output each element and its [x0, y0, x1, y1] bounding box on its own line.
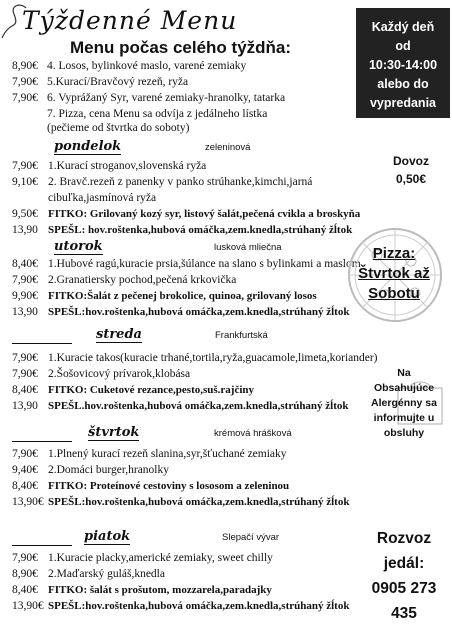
- menu-item-price: 7,90€: [12, 352, 38, 364]
- opening-hours-text: [356, 18, 450, 113]
- menu-item-text: 2.Maďarský guláš,knedla: [48, 568, 165, 580]
- menu-item-price: 7,90€: [12, 368, 38, 380]
- day-soup: zeleninová: [205, 142, 251, 153]
- menu-item-price: 7,90€: [12, 160, 38, 172]
- page-subtitle: Menu počas celého týždňa:: [70, 38, 292, 57]
- allergen-line-4: informujte u: [373, 412, 435, 424]
- delivery-line-2: jedál:: [383, 555, 425, 572]
- menu-item-price: 8,40€: [12, 258, 38, 270]
- menu-item-text: SPEŠL.hov.roštenka,hubová omáčka,zem.knedla,strúhaný žĺtok: [48, 400, 349, 412]
- hours-line-2: od: [395, 39, 411, 53]
- menu-item-text: FITKO: šalát s prošutom, mozzarela,paradajky: [48, 584, 272, 596]
- menu-item-text: SPEŠL:hov.roštenka,hubová omáčka,zem.knedla,strúhaný žĺtok: [48, 496, 350, 508]
- day-heading-1: utorok: [54, 239, 103, 254]
- allergen-line-3: Alergénny sa: [371, 397, 437, 409]
- menu-item-text: SPEŠL:hov.roštenka,hubová omáčka,zem.knedla,strúhaný žĺtok: [48, 600, 350, 612]
- menu-item-price: 13,90: [12, 400, 38, 412]
- menu-item-price: 13,90€: [12, 600, 44, 612]
- pizza-days-line-2: Sobotu: [368, 285, 420, 302]
- section-divider: [12, 545, 72, 546]
- menu-item-text: cibuľka,jasmínová ryža: [48, 192, 157, 204]
- delivery-fee-note: [378, 152, 444, 188]
- day-heading-2: streda: [96, 327, 142, 342]
- page-title: Týždenné Menu: [22, 6, 238, 35]
- menu-item-price: 13,90: [12, 306, 38, 318]
- section-divider: [12, 343, 72, 344]
- weekly-item-price: 7,90€: [12, 92, 38, 104]
- day-soup: lusková mliečna: [214, 242, 282, 253]
- delivery-phone-1: 0905 273: [371, 580, 437, 597]
- dovoz-price: 0,50€: [395, 172, 427, 186]
- menu-item-text: 1.Kuracie placky,americké zemiaky, sweet chilly: [48, 552, 273, 564]
- menu-item-price: 9,90€: [12, 290, 38, 302]
- day-soup: Slepačí vývar: [222, 532, 280, 543]
- menu-item-text: 2.Domáci burger,hranolky: [48, 464, 170, 476]
- day-soup: Frankfurtská: [215, 330, 268, 341]
- menu-item-price: 9,10€: [12, 176, 38, 188]
- pizza-label: Pizza:: [372, 245, 416, 262]
- weekly-item-text: 4. Losos, bylinkové maslo, varené zemiaky: [47, 60, 247, 72]
- menu-item-price: 13,90: [12, 224, 38, 236]
- weekly-item-price: 7,90€: [12, 76, 38, 88]
- menu-item-price: 7,90€: [12, 552, 38, 564]
- allergen-note: [360, 366, 448, 441]
- menu-item-text: SPEŠL:hov.roštenka,hubová omáčka,zem.knedla,strúhaný žĺtok: [48, 306, 350, 318]
- menu-item-text: SPEŠL: hov.roštenka,hubová omáčka,zem.knedla,strúhaný žĺtok: [48, 224, 353, 236]
- menu-item-price: 13,90€: [12, 496, 44, 508]
- menu-item-price: 7,90€: [12, 274, 38, 286]
- menu-item-text: 1.Plnený kurací rezeň slanina,syr,šťuchané zemiaky: [48, 448, 287, 460]
- allergen-line-5: obsluhy: [383, 427, 425, 439]
- menu-item-text: 1.Hubové ragú,kuracie prsia,šúlance na slano s bylinkami a maslom: [48, 258, 361, 270]
- menu-item-text: 2.Granatiersky pochod,pečená krkovička: [48, 274, 237, 286]
- delivery-phone-2: 435: [391, 605, 417, 622]
- food-delivery-contact: [360, 526, 448, 626]
- hours-line-5: vypredania: [369, 96, 436, 110]
- delivery-line-1: Rozvoz: [376, 530, 432, 547]
- hours-line-1: Každý deň: [371, 20, 435, 34]
- day-heading-0: pondelok: [54, 139, 122, 154]
- menu-item-text: FITKO: Grilovaný kozý syr, listový šalát,pečená cvikla a broskyňa: [48, 208, 361, 220]
- day-heading-4: piatok: [84, 529, 131, 544]
- pizza-days-line-1: Štvrtok až: [358, 265, 430, 282]
- menu-item-text: FITKO:Šalát z pečenej brokolice, quinoa, grilovaný losos: [48, 290, 317, 302]
- menu-item-price: 7,90€: [12, 448, 38, 460]
- pizza-days-note: [338, 244, 450, 304]
- menu-item-text: 1.Kuracie takos(kuracie trhané,tortila,ryža,guacamole,limeta,koriander): [48, 352, 378, 364]
- weekly-item-price: 8,90€: [12, 60, 38, 72]
- hours-line-4: alebo do: [377, 77, 429, 91]
- menu-item-text: 1.Kurací stroganov,slovenská ryža: [48, 160, 207, 172]
- weekly-item-text: 6. Vyprážaný Syr, varené zemiaky-hranolky, tatarka: [47, 92, 286, 104]
- section-divider: [12, 441, 72, 442]
- dovoz-label: Dovoz: [393, 154, 429, 168]
- menu-item-price: 9,40€: [12, 464, 38, 476]
- weekly-item-text: 7. Pizza, cena Menu sa odvíja z jedálneho lístka: [47, 108, 268, 120]
- allergen-line-1: Na: [397, 367, 411, 379]
- menu-item-text: 2. Bravč.rezeň z panenky v panko strúhanke,kimchi,jarná: [48, 176, 313, 188]
- menu-item-price: 8,40€: [12, 584, 38, 596]
- menu-item-price: 8,90€: [12, 568, 38, 580]
- menu-item-text: FITKO: Proteínové cestoviny s lososom a zeleninou: [48, 480, 290, 492]
- menu-item-text: FITKO: Cuketové rezance,pesto,suš.rajčiny: [48, 384, 255, 396]
- menu-item-text: 2.Šošovicový prívarok,klobása: [48, 368, 191, 380]
- menu-item-price: 8,40€: [12, 384, 38, 396]
- weekly-item-text: 5.Kurací/Bravčový rezeň, ryža: [47, 76, 189, 88]
- weekly-item-text: (pečieme od štvrtka do soboty): [47, 122, 190, 134]
- hours-line-3: 10:30-14:00: [368, 58, 438, 72]
- allergen-line-2: Obsahujúce: [373, 382, 435, 394]
- menu-item-price: 8,40€: [12, 480, 38, 492]
- day-soup: krémová hrášková: [214, 428, 292, 439]
- day-heading-3: štvrtok: [88, 425, 140, 440]
- menu-item-price: 9,50€: [12, 208, 38, 220]
